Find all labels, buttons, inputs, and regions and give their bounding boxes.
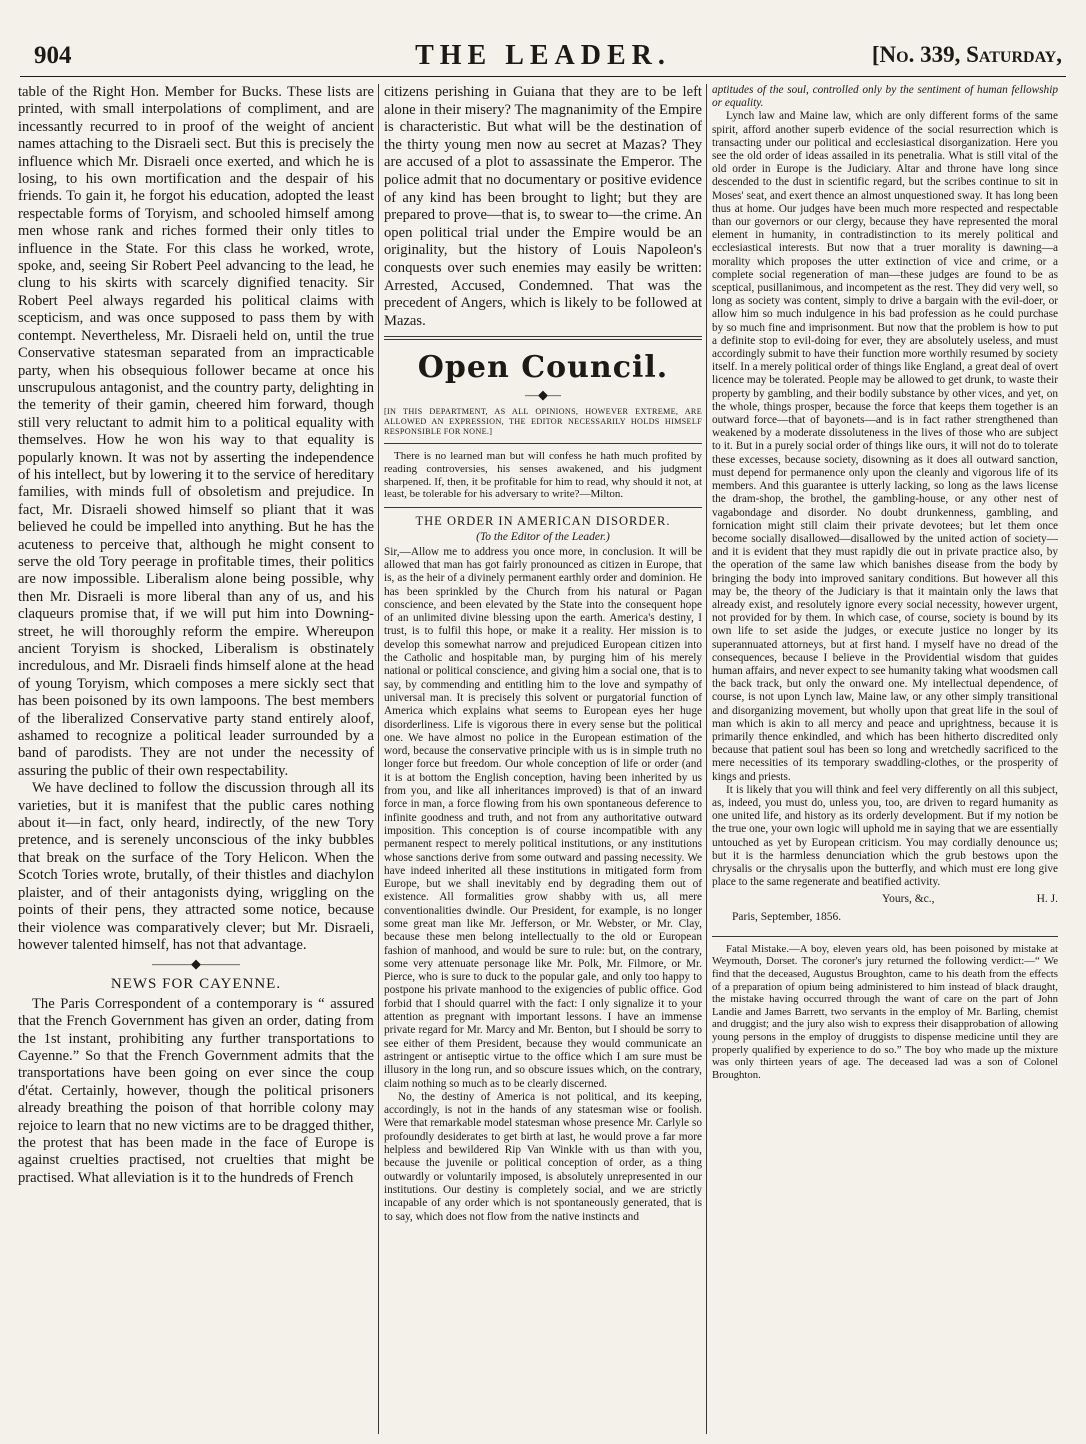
lynch-law-paragraph: Lynch law and Maine law, which are only different forms of the same spirit, afford another superb evidence of the social resurrection which is transacting under our political and ecclesiastical disorganization. Here you see the old order of ideas assailed in its penetralia. What is still vital of the old order in Europe is the Judiciary. Altar and throne have long since descended to the dust in scientific regard, but the scribes continue to sit in Moses' seat, and exert thence an almost unquestioned sway. It has long been thus at home. Our judges have been much more respected and respectable than our governors or our clergy, because they have represented the moral element in humanity, in contradistinction to its merely political and ecclesiastical interests. But now that a truer morality is dawning—a morality which proposes the utter extinction of vice and crime, or a complete social regeneration of man—these judges are found to be as sceptical, pusillanimous, and incompetent as the rest. They did very well, so long as society was content, simply to drive a bargain with the evil-doer, or allow him so much indulgence in his bad profession as he could purchase by so much fine and imprisonment. But now that the problem is how to put a definite stop to evil-doing for ever, they are absolutely useless, and must accordingly submit to have their function more worthily resumed by society itself. In a merely political order of things like England, a great deal of overt licence may be tolerated. People may be allowed to get drunk, to waste their property by gambling, and their bodily substance by other vices, and yet, on the whole, things prosper, because the force that keeps them together is an outward force—that of bayonets—and is in fact rather strengthened than weakened by a moderate dissoluteness in the lives of those who are subject to it. But in a purely social order of things like ours, it will not do to tolerate these excesses, because society, disowning as it does all outward sanction, must depend for permanence only upon the cleanly and vigorous life of its members. And this guarantee is utterly lacking, so long as the laws license the dram-shop, the brothel, the gambling-house, or any other nest of vagabondage and disorder. No doubt drunkenness, gambling, and fornication might still claim their private devotees; but let them once become socially disallowed—disallowed by the united action of society—and it is evident that they must rapidly die out in private practice also, by the operation of the same law which banishes disease from the body by bringing the body into improved sanitary conditions. But however all this may be, the theory of the Judiciary is that it maintain only the laws that already exist, and resolutely ignore every social necessity, however urgent, not provided for by them. In which case, of course, society is bound by its own life to set aside the judges, or execute justice no longer by its superannuated attorneys, but at first hand. I myself have no dread of the consequences, because I believe in the Providential wisdom that guides human affairs, and never expect to see humanity taking what woodsmen call the back track, but only the onward one. My intellectual dependence, of course, is not upon Lynch law, Maine law, or any other simply transitional and disorganizing movement, but wholly upon that great life in the soul of man which is akin to all mercy and peace and uprightness, because it is primarily thence enkindled, and which has been hitherto discredited only because that patient soul has been so long and wretchedly sacrificed to the mere necessities of its temporary swaddling-clothes, or the prosperity of kings and priests. (712, 110, 1058, 783)
milton-quote: There is no learned man but will confess he hath much profited by reading controversies, his senses awakened, and his judgment sharpened. If, then, it be profitable for him to read, why should it not, at least, be tolerable for his adversary to write?—Milton. (384, 450, 702, 501)
cayenne-heading: NEWS FOR CAYENNE. (110, 976, 282, 993)
letter-paragraph-1: Sir,—Allow me to address you once more, in conclusion. It will be allowed that man has got fairly pronounced as citizen in Europe, that is, as the heir of a divinely permanent earthly order and dominion. He has been sprinkled by the Church from his natural or Pagan conscience, and been elevated by the State into the consequent hope of an unlimited divine blessing upon the earth. America's destiny, I trust, is to fulfil this hope, or make it a reality. Her mission is to develop this somewhat narrow and prejudiced European citizen into the Catholic and hospitable man, by purging him of his merely national or political conscience, and giving him a social one, that is to say, by commending and entitling him to the love and sympathy of universal man. It is precisely this solvent or purgatorial function of America which explains what seems to European eyes her huge disorderliness. Life is vigorous there in every sense but the political one. We have almost no police in the European estimation of the word, because the conservative principle with us is in simple truth no longer force but freedom. Our whole conception of life or order (and it is at bottom the English conception, having been inherited by us from you, and like all inheritances improved) is that of an inward force in man, a force flowing from his own spontaneous deference to infinite goodness and truth, and not from any authoritative outward imposition. This conception is of course incompatible with any permanent respect to merely political institutions, or any institutions whose sanctions derive from some outward and passing necessity. We have indeed inherited all these institutions in mitigated form from Europe, but we shall inevitably end by degrading them out of existence. All formalities grow shabby with us, all mere conventionalities dwindle. Our President, for example, is no longer some great man like Mr. Jefferson, or Mr. Webster, or Mr. Clay, because these men belong intellectually to the old or European fashion of manhood, and would be sure to rule: but, on the contrary, some very attenuate personage like Mr. Polk, Mr. Filmore, or Mr. Pierce, who is sure to duck to the popular gale, and only too happy to postpone his private manhood to the exigencies of public office. God forbid that I should quarrel with the fact: I only signalize it to your attention as pregnant with important lessons. I have an immense private regard for Mr. Marcy and Mr. Benton, but I should be sorry to see either of them President, because they would communicate an astringent or antiseptic virtue to the office which I am sure must be illusory in the long run, and so obscure issues which, on the contrary, claim nothing so much as to be clearly discerned. (384, 545, 702, 1090)
note-rule (384, 443, 702, 444)
quote-rule (384, 507, 702, 508)
column-2 (384, 84, 702, 1434)
newspaper-title: THE LEADER. (415, 40, 671, 71)
editor-note: [IN THIS DEPARTMENT, AS ALL OPINIONS, HOWEVER EXTREME, ARE ALLOWED AN EXPRESSION, THE EDITOR NECESSARILY HOLDS HIMSELF RESPONSIBLE FOR NONE.] (384, 407, 702, 437)
open-council-title: Open Council. (417, 350, 669, 386)
letter-continuation: aptitudes of the soul, controlled only by the sentiment of human fellowship or equality. (712, 84, 1058, 110)
letter-paragraph-2: No, the destiny of America is not political, and its keeping, accordingly, is not in the hands of any statesman wise or foolish. Were that remarkable model statesman whose presence Mr. Carlyle so profoundly desiderates to get birth at last, he would prove a far more helpless and bewildered Rip Van Winkle with us than with you, because the juvenile or political conception of order, as a thing outwardly or voluntarily imposed, is absolutely unrepresented in our institutions. Our destiny is completely social, and we are strictly incapable of any order which is not spontaneously generated, that is to say, which does not flow from the native instincts and (384, 1090, 702, 1223)
letter-signature (712, 893, 1058, 906)
masthead (20, 36, 1066, 77)
divider-ornament: ———◆——— (152, 956, 240, 972)
american-disorder-heading: THE ORDER IN AMERICAN DISORDER. (415, 513, 671, 528)
issue-info: [No. 339, Saturday, (871, 42, 1062, 67)
fatal-mistake-paragraph: Fatal Mistake.—A boy, eleven years old, has been poisoned by mistake at Weymouth, Dorset. The coroner's jury returned the following verdict:—“ We find that the deceased, Augustus Broughton, came to his death from the effects of a preparation of opium being administered to him instead of black draught, the mistake having occurred through the want of care on the part of John Landie and James Barrett, two servants in the employ of Mr. Barling, chemist and druggist; and the jury also wish to express their disapprobation of allowing young persons in the employ of druggists to dispense medicine until they are properly qualified by experience to do so.” The boy who made up the mixture was only thirteen years of age. The deceased lad was a son of Colonel Broughton. (712, 942, 1058, 1081)
closing-paragraph: It is likely that you will think and feel very differently on all this subject, as, indeed, you must do, unless you, too, are driven to regard humanity as one united life, and history as its orderly development. But if my notion be the true one, your own logic will uphold me in saying that we are essentially untouched as yet by European criticism. You may cordially denounce us; but it is the harmless denunciation which the grub bestows upon the chrysalis or the chrysalis upon the butterfly, and which must ere long give place to the same regenerate and beatified activity. (712, 783, 1058, 889)
page-number: 904 (34, 42, 72, 69)
signature-yours: Yours, &c., (882, 893, 935, 906)
column-rule-1 (378, 84, 379, 1434)
disraeli-paragraph: table of the Right Hon. Member for Bucks. These lists are printed, with small interpolations of compliment, and are incessantly recurred to in proof of the weight of ancient names attaching to the Disraeli sect. But this is precisely the influence which Mr. Disraeli once exerted, and which he is losing, to his own mortification and the despair of his friends. To gain it, he forgot his education, adopted the least respectable forms of Toryism, and schooled himself among men whose rank and riches formed their only titles to influence in the State. For this class he worked, wrote, spoke, and, seeing Sir Robert Peel advancing to the lead, he clung to his skirts with scarcely dignified tenacity. Sir Robert Peel always regarded his political claims with scepticism, and was once supposed to pass them by with contempt. Nevertheless, Mr. Disraeli held on, until the true Conservative statesman separated from an impracticable party, when his obsequious follower became at once his unscrupulous antagonist, and the country party, delighting in the temerity of their gamin, cheered him forward, though still very reluctant to admit him to a political equality with themselves. How he won his way to that equality is popularly known. It was not by asserting the independence of his intellect, but by lowering it to the service of hereditary families, with minds full of obsoletism and prejudice. In fact, Mr. Disraeli showed himself so pliant that it was believed he could be impelled into anything. But he has the acuteness to perceive that, although he might consent to serve the old Tory peerage in profitable times, their politics are now impossible. Liberalism alone being possible, why then Mr. Disraeli is more liberal than any of us, and his claqueurs promise that, if we will put him into Downing-street, he will thoroughly reform the empire. Whereupon ancient Toryism is shocked, Liberalism is obstinately incredulous, and Mr. Disraeli finds himself alone at the head of young Toryism, which composes a mere sickly sect that has been poisoned by its own lampoons. The best members of the liberalized Conservative party stand entirely aloof, ashamed to recognize a political leader surrounded by a band of parodists. They are not under the necessity of assuring the public of their own respectability. (18, 84, 374, 779)
column-rule-2 (706, 84, 707, 1434)
fatal-rule (712, 936, 1058, 937)
column-3 (712, 84, 1058, 1434)
guiana-paragraph: citizens perishing in Guiana that they are to be left alone in their misery? The magnanimity of the Empire is characteristic. But what will be the destination of the thirty young men now au secret at Mazas? They are accused of a plot to assassinate the Emperor. The police admit that no documentary or positive evidence of any kind has been brought to light; but they are prepared to prove—that is, to swear to—the crime. An open political trial under the Empire would be an originality, but the history of Louis Napoleon's conquests over such enemies may easily be written: Arrested, Accused, Condemned. That was the precedent of Angers, which is likely to be followed at Mazas. (384, 84, 702, 329)
cayenne-paragraph: The Paris Correspondent of a contemporary is “ assured that the French Government has given an order, dating from the 1st instant, prohibiting any further transportations to Cayenne.” So that the French Government admits that the transportations have been going on ever since the coup d'état. Certainly, however, though the political prisoners already breathing the poison of that horrible colony may rejoice to learn that no new victims are to be dragged thither, the protest that has been made in the face of Europe is against cruelties practised, not cruelties that might be practised. What alleviation is it to the hundreds of French (18, 995, 374, 1186)
section-double-rule (384, 336, 702, 340)
signature-initials: H. J. (1036, 893, 1058, 906)
letter-subheading: (To the Editor of the Leader.) (476, 530, 610, 543)
discussion-paragraph: We have declined to follow the discussion through all its varieties, but it is manifest that the public cares nothing about it—in fact, only heard, indirectly, of the new Tory pretence, and is serenely unconscious of the inky bubbles that break on the surface of the Tory Helicon. When the Scotch Tories wrote, brutally, of their thistles and diachylon plaister, and of their antagonists dying, wriggling on the points of their pens, they attracted some notice, because their violence was comparatively clever; but Mr. Disraeli, however talented himself, has not that advantage. (18, 780, 374, 953)
council-ornament: —◆— (525, 387, 561, 403)
dateline: Paris, September, 1856. (732, 910, 842, 923)
column-1 (18, 84, 374, 1434)
